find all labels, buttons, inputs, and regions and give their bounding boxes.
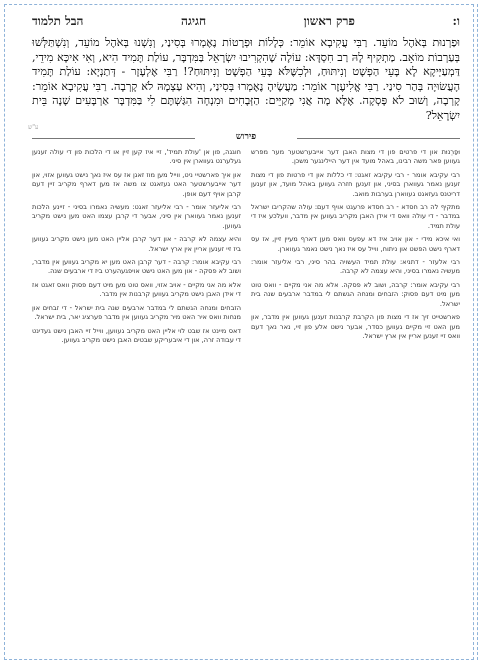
commentary-column-left <box>32 148 241 644</box>
commentary-paragraph: רבי עקיבא אומר: קרבה, ושוב לא פסקה. אלא מה אני מקיים - וואס טוט מען מיט דעם פסוק: הזבחים ומנחה הגשתם לי במדבר ארבעים שנה בית ישראל. <box>251 280 460 308</box>
header-book-title: הבל תלמוד <box>32 13 84 28</box>
header-chapter: פרק ראשון <box>303 13 355 28</box>
page-frame-edge <box>473 4 478 660</box>
page-header <box>32 12 460 30</box>
commentary-paragraph: אלא מה אני מקיים - אויב אזוי, וואס טוט מען מיט דעם פסוק וואס זאגט אז די אידן האבן נישט מקריב געווען קרבנות אין מדבר. <box>32 280 241 299</box>
main-text: וּפַרְנוּת בְּאֹהֶל מוֹעֵד. רַבִּי עֲקִיבָא אוֹמֵר: כְּלָלוֹת וּפְרָטוֹת נֶאֶמְרוּ בְּסִינַי, וְנִשְׁנוּ בְּאֹהֶל מוֹעֵד, וְנִשְׁתַּלְּשׁוּ בְּעַרְבוֹת מוֹאָב. מַתְקִיף לָהּ רַב חִסְדָּא: עוֹלָה שֶׁהִקְרִיבוּ יִשְׂרָאֵל בַּמִּדְבָּר, עוֹלַת תָּמִיד הִיא, וְאִי אִיכָּא מִידֵי, דַּמְעַיְּיקָא לָא בָּעֵי הַפְשָׁט וְנִיתּוּחַ, וּלְכִשֶּׁלֹּא בָּעֵי הַפְשָׁט וְנִיתּוּחַ?! רַבִּי אֶלְעָזָר - דְּתַנְיָא: עוֹלַת תָּמִיד הָעֲשׂוּיָה בְּהַר סִינַי. רַבִּי אֱלִיעֶזֶר אוֹמֵר: מַעֲשֶׂיהָ נֶאֶמְרוּ בְּסִינַי, וְהִיא עַצְמָהּ לֹא קָרְבָה. רַבִּי עֲקִיבָא אוֹמֵר: קָרְבָה, וְשׁוּב לֹא פָּסְקָה. אֶלָּא מָה אֲנִי מְקַיֵּים: הַזְּבָחִים וּמִנְחָה הִגַּשְׁתֶּם לִי בַּמִּדְבָּר אַרְבָּעִים שָׁנָה בֵּית יִשְׂרָאֵל? <box>32 36 460 122</box>
commentary-paragraph: ואי איכא מידי - און אויב איז דא עפעס וואס מען דארף מעיין זיין, אז עס דארף נישט הפשט און ניתוח, ווייל עס איז נאך נישט נאמר געווארן. <box>251 235 460 253</box>
heading-rule-left <box>32 138 195 139</box>
commentary-paragraph: וּפַרְנוּת און די פרטים פון די מצות האבן דער אייבערשטער מער מפרש געווען פאר משה רבינו, באהל מועד אין דער היילינגער משכן. <box>251 148 460 166</box>
commentary-column-right <box>251 148 460 644</box>
commentary-title: פירוש <box>235 132 257 142</box>
commentary-paragraph: דאס מיינט אז שבט לוי אליין האט מקריב געווען, ווייל זיי האבן נישט געדינט די עבודה זרה, און די איבעריקע שבטים האבן נישט מקריב געווען. <box>32 326 241 344</box>
commentary-paragraph: והיא עצמה לא קרבה - און דער קרבן אליין האט מען נישט מקריב געווען ביז זיי זענען אריין אין ארץ ישראל. <box>32 235 241 253</box>
commentary-paragraph: רבי אליעזר אומר - רבי אליעזר זאגט: מעשיה נאמרו בסיני - זיינע הלכות זענען נאמר געווארן אין סיני, אבער די קרבן עצמו האט מען נישט מקריב געווען. <box>32 203 241 230</box>
commentary-paragraph: און איך פארשטיי ניט, ווייל מען מוז זאגן אז עס איז נאך נישט געווען אזוי, און דער אייבערשטער האט געזאגט צו משה אז מען דארף מקריב זיין דעם קרבן אויף דעם אופן. <box>32 170 241 198</box>
header-tractate: חגיגה <box>180 13 207 28</box>
page-note: ע"ש <box>28 124 39 131</box>
heading-rule-right <box>297 138 460 139</box>
commentary-paragraph: הזבחים ומנחה הגשתם לי במדבר ארבעים שנה בית ישראל - די זבחים און מנחות וואס איר האט מיר מקריב געווען אין מדבר פערציג יאר, בית ישראל. <box>32 303 241 322</box>
commentary-paragraph: רבי עקיבא אומר: קרבה - דער קרבן האט מען יא מקריב געווען אין מדבר, ושוב לא פסקה - און מען האט נישט אויפגעהערט ביז די ארבעים שנה. <box>32 258 241 276</box>
commentary-paragraph: רבי אלעזר - דתניא: עולת תמיד העשויה בהר סיני, רבי אליעזר אומר: מעשיה נאמרו בסיני, והיא עצמה לא קרבה. <box>251 258 460 276</box>
commentary-paragraph: רבי עקיבא אומר - רבי עקיבא זאגט: די כללות און די פרטות פון די מצות זענען נאמר געווארן בסיני, און זענען חזרה געווען באהל מועד, און זענען דריטנס געזאגט געווארן בערבות מואב. <box>251 170 460 198</box>
header-page-number: ו: <box>452 13 460 28</box>
commentary-columns <box>32 148 460 644</box>
commentary-paragraph: חוגגה, פון אן 'עולת תמיד', זיי איז קען זיין או די הלכות פון די עולה זענען געלערנט געווארן אין סיני. <box>32 148 241 166</box>
commentary-paragraph: מתקיף לה רב חסדא - רב חסדא פרעגט אויף דעם: עולה שהקריבו ישראל במדבר - די עולה וואס די אידן האבן מקריב געווען אין מדבר, וועלכע איז די עולת תמיד. <box>251 203 460 230</box>
commentary-heading <box>32 131 460 143</box>
commentary-paragraph: פארשטייט זיך אז די מצות פון הקרבת קרבנות זענען געווען אין מדבר, און מען האט זיי מקיים געווען כסדר, אבער נישט אלע פון זיי, נאר נאך דעם וואס זיי זענען אריין אין ארץ ישראל. <box>251 313 460 340</box>
